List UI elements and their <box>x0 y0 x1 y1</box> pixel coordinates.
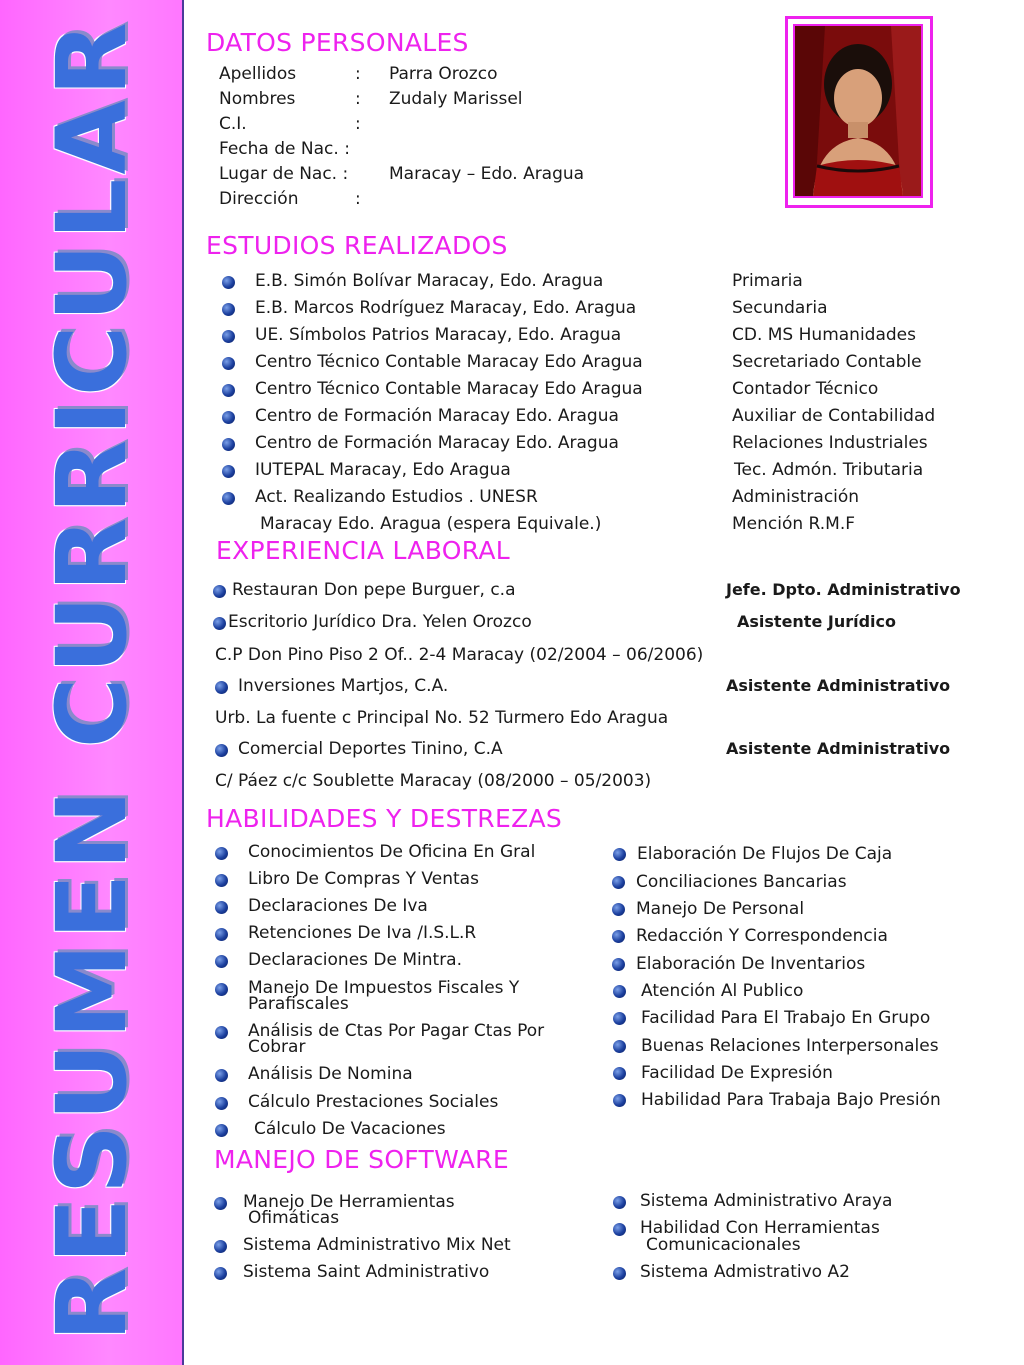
study-institution: Centro de Formación Maracay Edo. Aragua <box>255 433 619 453</box>
study-degree: CD. MS Humanidades <box>732 325 916 345</box>
experience-heading: EXPERIENCIA LABORAL <box>216 536 510 565</box>
skill-item: Facilidad Para El Trabajo En Grupo <box>641 1008 931 1028</box>
bullet-icon <box>222 303 235 316</box>
bullet-icon <box>215 1026 228 1039</box>
software-item-continued: Ofimáticas <box>248 1208 340 1228</box>
study-institution: UE. Símbolos Patrios Maracay, Edo. Aragua <box>255 325 622 345</box>
personal-label: Lugar de Nac. : <box>219 164 349 184</box>
experience-role: Jefe. Dpto. Administrativo <box>726 580 961 599</box>
study-degree: Primaria <box>732 271 803 291</box>
software-item: Sistema Saint Administrativo <box>243 1262 490 1282</box>
personal-value: Zudaly Marissel <box>389 89 523 109</box>
study-institution: Act. Realizando Estudios . UNESR <box>255 487 538 507</box>
skill-item: Cálculo Prestaciones Sociales <box>248 1092 499 1112</box>
experience-company: Escritorio Jurídico Dra. Yelen Orozco <box>228 612 532 632</box>
study-institution: E.B. Marcos Rodríguez Maracay, Edo. Aragua <box>255 298 637 318</box>
experience-company: Comercial Deportes Tinino, C.A <box>238 739 503 759</box>
bullet-icon <box>215 1069 228 1082</box>
personal-sep: : <box>355 189 361 209</box>
skill-item: Manejo De Personal <box>636 899 805 919</box>
skill-item: Cálculo De Vacaciones <box>254 1119 446 1139</box>
bullet-icon <box>214 1267 227 1280</box>
personal-sep: : <box>355 89 361 109</box>
bullet-icon <box>215 744 228 757</box>
bullet-icon <box>214 1197 227 1210</box>
bullet-icon <box>222 330 235 343</box>
study-degree: Tec. Admón. Tributaria <box>734 460 924 480</box>
experience-detail: Urb. La fuente c Principal No. 52 Turmero Edo Aragua <box>215 708 669 728</box>
experience-role: Asistente Administrativo <box>726 739 951 758</box>
skill-item: Retenciones De Iva /I.S.L.R <box>248 923 477 943</box>
bullet-icon <box>222 465 235 478</box>
bullet-icon <box>222 276 235 289</box>
vertical-title: RESUMEN CURRICULAR <box>36 18 148 1342</box>
bullet-icon <box>222 411 235 424</box>
bullet-icon <box>215 681 228 694</box>
bullet-icon <box>215 847 228 860</box>
bullet-icon <box>612 958 625 971</box>
bullet-icon <box>213 585 226 598</box>
skill-item: Libro De Compras Y Ventas <box>248 869 479 889</box>
profile-photo <box>793 24 923 198</box>
skill-item: Redacción Y Correspondencia <box>636 926 888 946</box>
study-degree-continued: Mención R.M.F <box>732 514 856 534</box>
skill-item: Elaboración De Flujos De Caja <box>637 844 893 864</box>
study-institution: E.B. Simón Bolívar Maracay, Edo. Aragua <box>255 271 604 291</box>
bullet-icon <box>213 617 226 630</box>
person-portrait-icon <box>795 26 921 196</box>
personal-label: Nombres <box>219 89 296 109</box>
skill-item: Conocimientos De Oficina En Gral <box>248 842 536 862</box>
personal-sep: : <box>355 114 361 134</box>
study-degree: Administración <box>732 487 860 507</box>
personal-label: Apellidos <box>219 64 297 84</box>
study-degree: Contador Técnico <box>732 379 879 399</box>
bullet-icon <box>612 903 625 916</box>
skill-item: Elaboración De Inventarios <box>636 954 866 974</box>
bullet-icon <box>613 1223 626 1236</box>
bullet-icon <box>613 1196 626 1209</box>
bullet-icon <box>215 955 228 968</box>
skills-heading: HABILIDADES Y DESTREZAS <box>206 804 563 833</box>
skill-item: Buenas Relaciones Interpersonales <box>641 1036 939 1056</box>
skill-item: Conciliaciones Bancarias <box>636 872 847 892</box>
skill-item: Análisis De Nomina <box>248 1064 413 1084</box>
software-item: Habilidad Con Herramientas <box>640 1218 880 1238</box>
skill-item-continued: Parafiscales <box>248 994 349 1014</box>
experience-company: Inversiones Martjos, C.A. <box>238 676 449 696</box>
bullet-icon <box>215 874 228 887</box>
software-item-continued: Comunicacionales <box>646 1235 801 1255</box>
bullet-icon <box>613 848 626 861</box>
study-degree: Auxiliar de Contabilidad <box>732 406 936 426</box>
skill-item: Atención Al Publico <box>641 981 804 1001</box>
experience-detail: C.P Don Pino Piso 2 Of.. 2-4 Maracay (02/2004 – 06/2006) <box>215 645 704 665</box>
bullet-icon <box>613 1094 626 1107</box>
profile-photo-frame <box>785 16 933 208</box>
skill-item: Análisis de Ctas Por Pagar Ctas Por <box>248 1021 545 1041</box>
bullet-icon <box>612 876 625 889</box>
software-item: Sistema Admistrativo A2 <box>640 1262 850 1282</box>
software-heading: MANEJO DE SOFTWARE <box>214 1145 509 1174</box>
software-item: Manejo De Herramientas <box>243 1192 455 1212</box>
bullet-icon <box>222 492 235 505</box>
experience-company: Restauran Don pepe Burguer, c.a <box>232 580 516 600</box>
personal-value: Maracay – Edo. Aragua <box>389 164 585 184</box>
bullet-icon <box>222 438 235 451</box>
bullet-icon <box>613 1040 626 1053</box>
skill-item: Declaraciones De Iva <box>248 896 428 916</box>
personal-heading: DATOS PERSONALES <box>206 28 469 57</box>
bullet-icon <box>215 1097 228 1110</box>
experience-detail: C/ Páez c/c Soublette Maracay (08/2000 – 05/2003) <box>215 771 652 791</box>
skill-item: Facilidad De Expresión <box>641 1063 833 1083</box>
experience-role: Asistente Administrativo <box>726 676 951 695</box>
bullet-icon <box>613 1067 626 1080</box>
bullet-icon <box>215 983 228 996</box>
personal-label: C.I. <box>219 114 247 134</box>
bullet-icon <box>215 1124 228 1137</box>
software-item: Sistema Administrativo Araya <box>640 1191 893 1211</box>
experience-role: Asistente Jurídico <box>737 612 897 631</box>
study-degree: Secundaria <box>732 298 828 318</box>
bullet-icon <box>215 928 228 941</box>
personal-value: Parra Orozco <box>389 64 498 84</box>
sidebar-divider <box>182 0 184 1365</box>
study-institution: Centro Técnico Contable Maracay Edo Aragua <box>255 379 643 399</box>
studies-heading: ESTUDIOS REALIZADOS <box>206 231 508 260</box>
personal-sep: : <box>355 64 361 84</box>
bullet-icon <box>613 1267 626 1280</box>
skill-item: Habilidad Para Trabaja Bajo Presión <box>641 1090 941 1110</box>
study-institution: Centro de Formación Maracay Edo. Aragua <box>255 406 619 426</box>
bullet-icon <box>613 985 626 998</box>
personal-label: Dirección <box>219 189 299 209</box>
bullet-icon <box>613 1012 626 1025</box>
software-item: Sistema Administrativo Mix Net <box>243 1235 511 1255</box>
study-institution: IUTEPAL Maracay, Edo Aragua <box>255 460 511 480</box>
bullet-icon <box>222 357 235 370</box>
bullet-icon <box>214 1240 227 1253</box>
study-institution: Centro Técnico Contable Maracay Edo Aragua <box>255 352 643 372</box>
skill-item: Declaraciones De Mintra. <box>248 950 463 970</box>
study-institution-continued: Maracay Edo. Aragua (espera Equivale.) <box>260 514 602 534</box>
personal-label: Fecha de Nac. : <box>219 139 350 159</box>
skill-item: Manejo De Impuestos Fiscales Y <box>248 978 520 998</box>
study-degree: Secretariado Contable <box>732 352 922 372</box>
study-degree: Relaciones Industriales <box>732 433 928 453</box>
bullet-icon <box>612 930 625 943</box>
skill-item-continued: Cobrar <box>248 1037 306 1057</box>
bullet-icon <box>222 384 235 397</box>
bullet-icon <box>215 901 228 914</box>
